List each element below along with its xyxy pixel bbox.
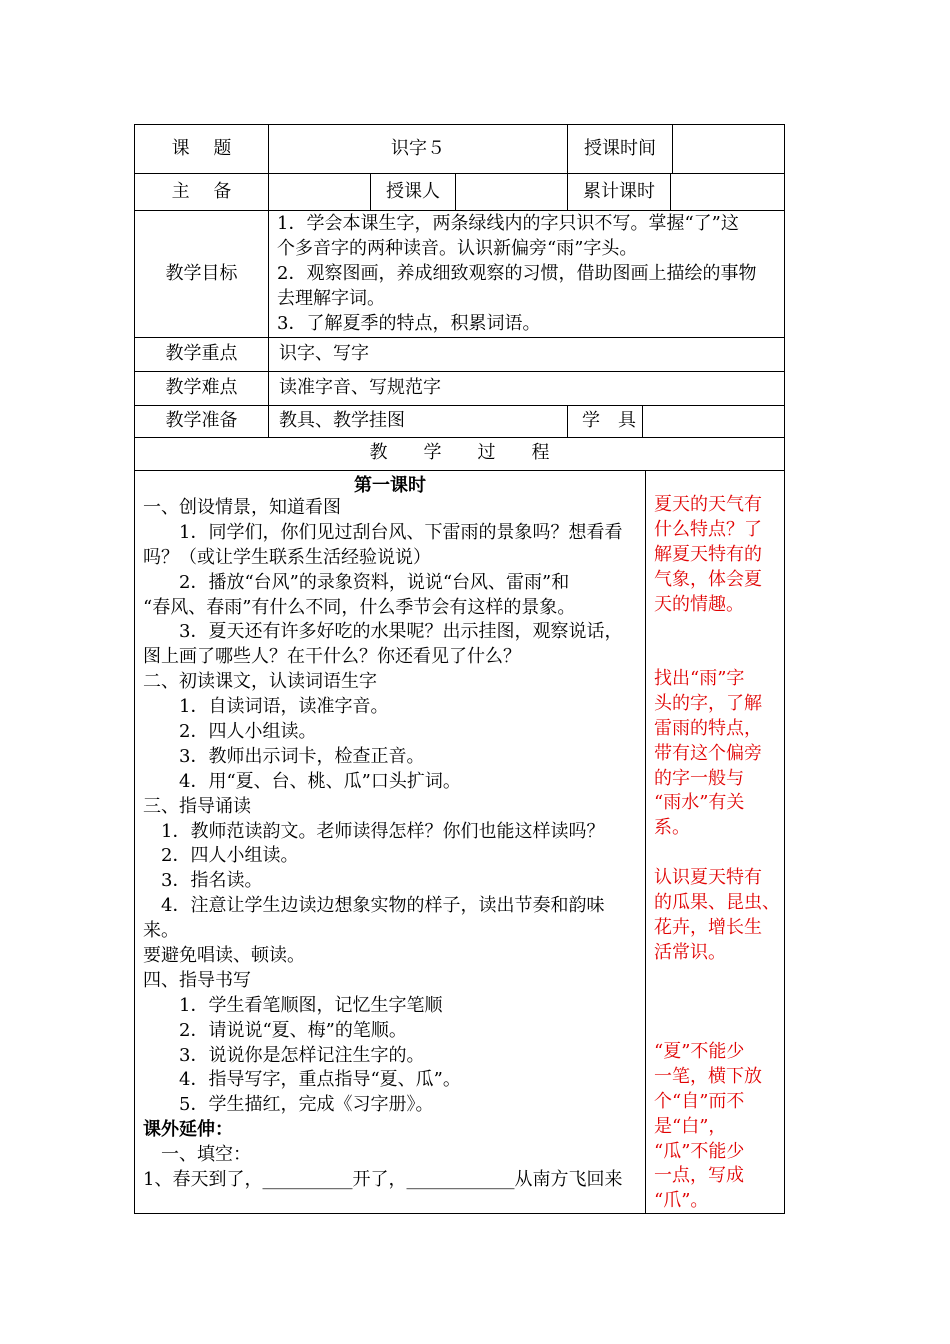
goals-list bbox=[277, 212, 782, 336]
body-line: 2．播放“台风”的录象资料，说说“台风、雷雨”和 bbox=[143, 571, 570, 593]
body-line: 2．四人小组读。 bbox=[143, 845, 299, 867]
body-line: 1．学生看笔顺图，记忆生字笔顺 bbox=[143, 994, 443, 1016]
time-label: 授课时间 bbox=[584, 138, 656, 159]
body-line: 3．夏天还有许多好吃的水果呢？出示挂图，观察说话， bbox=[143, 621, 623, 643]
body-line: 图上画了哪些人？在干什么？你还看见了什么？ bbox=[143, 646, 521, 668]
rule-col-cumulative bbox=[670, 173, 671, 211]
body-line: 1．同学们，你们见过刮台风、下雷雨的景象吗？想看看 bbox=[143, 521, 623, 543]
note-line: 夏天的天气有 bbox=[654, 494, 762, 515]
rule-col-tools bbox=[567, 405, 568, 438]
body-line: “春风、春雨”有什么不同，什么季节会有这样的景象。 bbox=[143, 596, 576, 618]
body-line: 3．指名读。 bbox=[143, 870, 263, 892]
goals-line: 3．了解夏季的特点，积累词语。 bbox=[277, 312, 541, 334]
rule-row7 bbox=[134, 470, 785, 471]
body-line: 吗？（或让学生联系生活经验说说） bbox=[143, 546, 431, 568]
note-line: “夏”不能少 bbox=[654, 1041, 745, 1062]
extension-line: 1、春天到了，__________开了，____________从南方飞回来 bbox=[143, 1169, 623, 1191]
body-line: 二、初读课文，认读词语生字 bbox=[143, 671, 377, 693]
lesson-body bbox=[143, 496, 643, 1193]
note-line: 是“白”， bbox=[654, 1115, 727, 1137]
goals-line: 1．学会本课生字，两条绿线内的字只识不写。掌握“了”这 bbox=[277, 213, 739, 234]
note-line: 的字一般与 bbox=[654, 767, 744, 789]
goals-line: 2．观察图画，养成细致观察的习惯，借助图画上描绘的事物 bbox=[277, 262, 757, 284]
border-left bbox=[134, 124, 135, 1214]
note-line: 一笔，横下放 bbox=[654, 1065, 762, 1087]
note-line: 花卉，增长生 bbox=[654, 916, 762, 938]
difficulty-value: 读准字音、写规范字 bbox=[279, 377, 441, 398]
body-line: 3．教师出示词卡，检查正音。 bbox=[143, 745, 425, 767]
note-weather bbox=[654, 493, 782, 617]
body-line: 1．自读词语，读准字音。 bbox=[143, 696, 389, 718]
body-line: 来。 bbox=[143, 920, 179, 942]
note-line: 认识夏天特有 bbox=[654, 867, 762, 888]
note-line: 找出“雨”字 bbox=[654, 668, 745, 689]
note-line: 系。 bbox=[654, 817, 690, 839]
body-line: 2．请说说“夏、梅”的笔顺。 bbox=[143, 1019, 407, 1041]
topic-label: 课 题 bbox=[171, 138, 232, 159]
note-line: 个“自”而不 bbox=[654, 1090, 745, 1112]
rule-row4 bbox=[134, 371, 785, 372]
note-line: 雷雨的特点， bbox=[654, 717, 762, 739]
note-line: 天的情趣。 bbox=[654, 593, 744, 615]
prep-label: 主 备 bbox=[171, 181, 232, 202]
border-top bbox=[134, 124, 785, 125]
body-line: 要避免唱读、顿读。 bbox=[143, 945, 305, 967]
note-line: 什么特点？了 bbox=[654, 518, 762, 540]
body-line: 一、创设情景，知道看图 bbox=[143, 497, 341, 518]
tools-label: 学 具 bbox=[582, 410, 636, 431]
note-line: 解夏天特有的 bbox=[654, 543, 762, 565]
note-line: 的瓜果、昆虫、 bbox=[654, 891, 780, 913]
goals-label: 教学目标 bbox=[165, 263, 238, 284]
difficulty-label: 教学难点 bbox=[165, 377, 238, 398]
rule-row5 bbox=[134, 405, 785, 406]
body-line: 5．学生描红，完成《习字册》。 bbox=[143, 1094, 434, 1116]
lesson-title: 第一课时 bbox=[354, 475, 426, 496]
note-summer-things bbox=[654, 866, 782, 966]
note-line: 气象，体会夏 bbox=[654, 568, 762, 590]
topic-value: 识字５ bbox=[391, 138, 445, 159]
border-right bbox=[784, 124, 785, 1214]
note-writing-tips bbox=[654, 1040, 782, 1214]
process-title: 教 学 过 程 bbox=[369, 442, 550, 463]
rule-row6 bbox=[134, 437, 785, 438]
teacher-label: 授课人 bbox=[386, 181, 440, 202]
note-line: “爪”。 bbox=[654, 1190, 709, 1212]
preparation-value: 教具、教学挂图 bbox=[279, 410, 405, 431]
preparation-label: 教学准备 bbox=[165, 410, 238, 431]
goals-line: 去理解字词。 bbox=[277, 287, 385, 309]
body-line: 4．注意让学生边读边想象实物的样子，读出节奏和韵味 bbox=[143, 895, 605, 917]
body-line: 4．指导写字，重点指导“夏、瓜”。 bbox=[143, 1069, 461, 1091]
extension-line: 一、填空： bbox=[143, 1144, 251, 1166]
extension-title: 课外延伸： bbox=[143, 1119, 233, 1141]
rule-col-notes bbox=[645, 470, 646, 1214]
focus-value: 识字、写字 bbox=[279, 343, 369, 364]
rule-col-time-value bbox=[672, 124, 673, 174]
note-rain-radical bbox=[654, 667, 782, 841]
rule-row1 bbox=[134, 173, 785, 174]
rule-col-teacher bbox=[455, 173, 456, 211]
body-line: 2．四人小组读。 bbox=[143, 721, 317, 743]
body-line: 3．说说你是怎样记注生字的。 bbox=[143, 1044, 425, 1066]
body-line: 四、指导书写 bbox=[143, 969, 251, 991]
note-line: 头的字，了解 bbox=[654, 692, 762, 714]
note-line: 活常识。 bbox=[654, 941, 726, 963]
focus-label: 教学重点 bbox=[165, 343, 238, 364]
rule-row3 bbox=[134, 337, 785, 338]
note-line: 一点，写成 bbox=[654, 1165, 744, 1187]
rule-col-tools-value bbox=[642, 405, 643, 438]
body-line: 4．用“夏、台、桃、瓜”口头扩词。 bbox=[143, 770, 461, 792]
body-line: 三、指导诵读 bbox=[143, 795, 251, 817]
goals-line: 个多音字的两种读音。认识新偏旁“雨”字头。 bbox=[277, 237, 638, 259]
note-line: “雨水”有关 bbox=[654, 792, 745, 814]
body-line: 1．教师范读韵文。老师读得怎样？你们也能这样读吗？ bbox=[143, 820, 605, 842]
note-line: 带有这个偏旁 bbox=[654, 742, 762, 764]
rule-col-label bbox=[268, 124, 269, 438]
note-line: “瓜”不能少 bbox=[654, 1140, 745, 1162]
cumulative-label: 累计课时 bbox=[583, 181, 655, 202]
rule-row2 bbox=[134, 210, 785, 211]
